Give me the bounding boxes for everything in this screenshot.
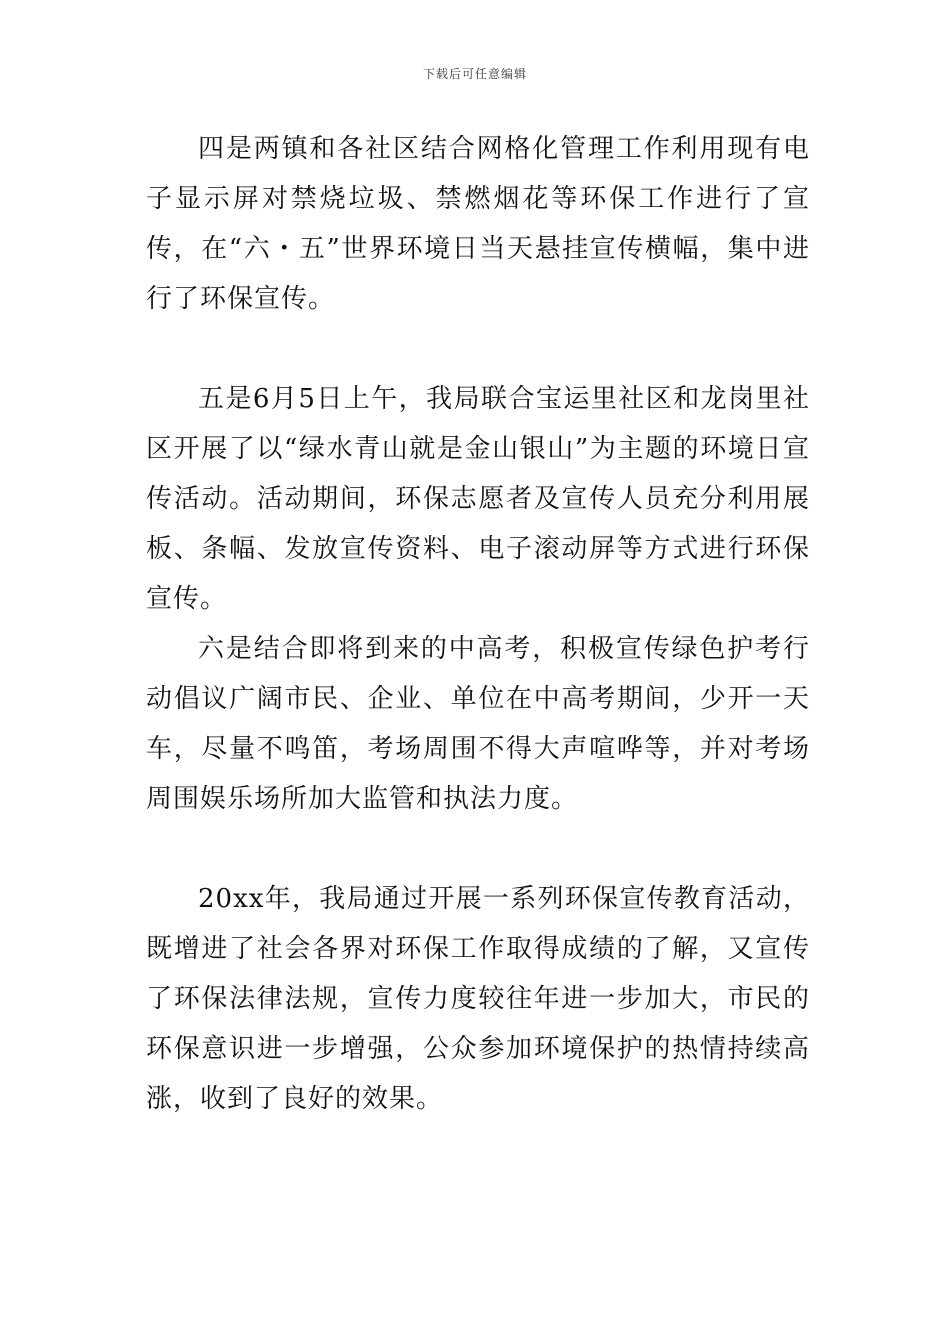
paragraph: 20xx年，我局通过开展一系列环保宣传教育活动，既增进了社会各界对环保工作取得成绩的了解，又宣传了环保法律法规，宣传力度较往年进一步加大，市民的环保意识进一步增强，公众参加环境保护的热情持续高涨，收到了良好的效果。 bbox=[146, 884, 810, 1114]
paragraph: 五是6月5日上午，我局联合宝运里社区和龙岗里社区开展了以“绿水青山就是金山银山”为主题的环境日宣传活动。活动期间，环保志愿者及宣传人员充分利用展板、条幅、发放宣传资料、电子滚动屏等方式进行环保宣传。 bbox=[146, 384, 810, 614]
paragraph: 六是结合即将到来的中高考，积极宣传绿色护考行动倡议广阔市民、企业、单位在中高考期间，少开一天车，尽量不鸣笛，考场周围不得大声喧哗等，并对考场周围娱乐场所加大监管和执法力度。 bbox=[146, 634, 810, 814]
paragraph: 四是两镇和各社区结合网格化管理工作利用现有电子显示屏对禁烧垃圾、禁燃烟花等环保工作进行了宣传，在“六・五”世界环境日当天悬挂宣传横幅，集中进行了环保宣传。 bbox=[146, 134, 810, 314]
page-header: 下载后可任意编辑 bbox=[422, 67, 527, 81]
